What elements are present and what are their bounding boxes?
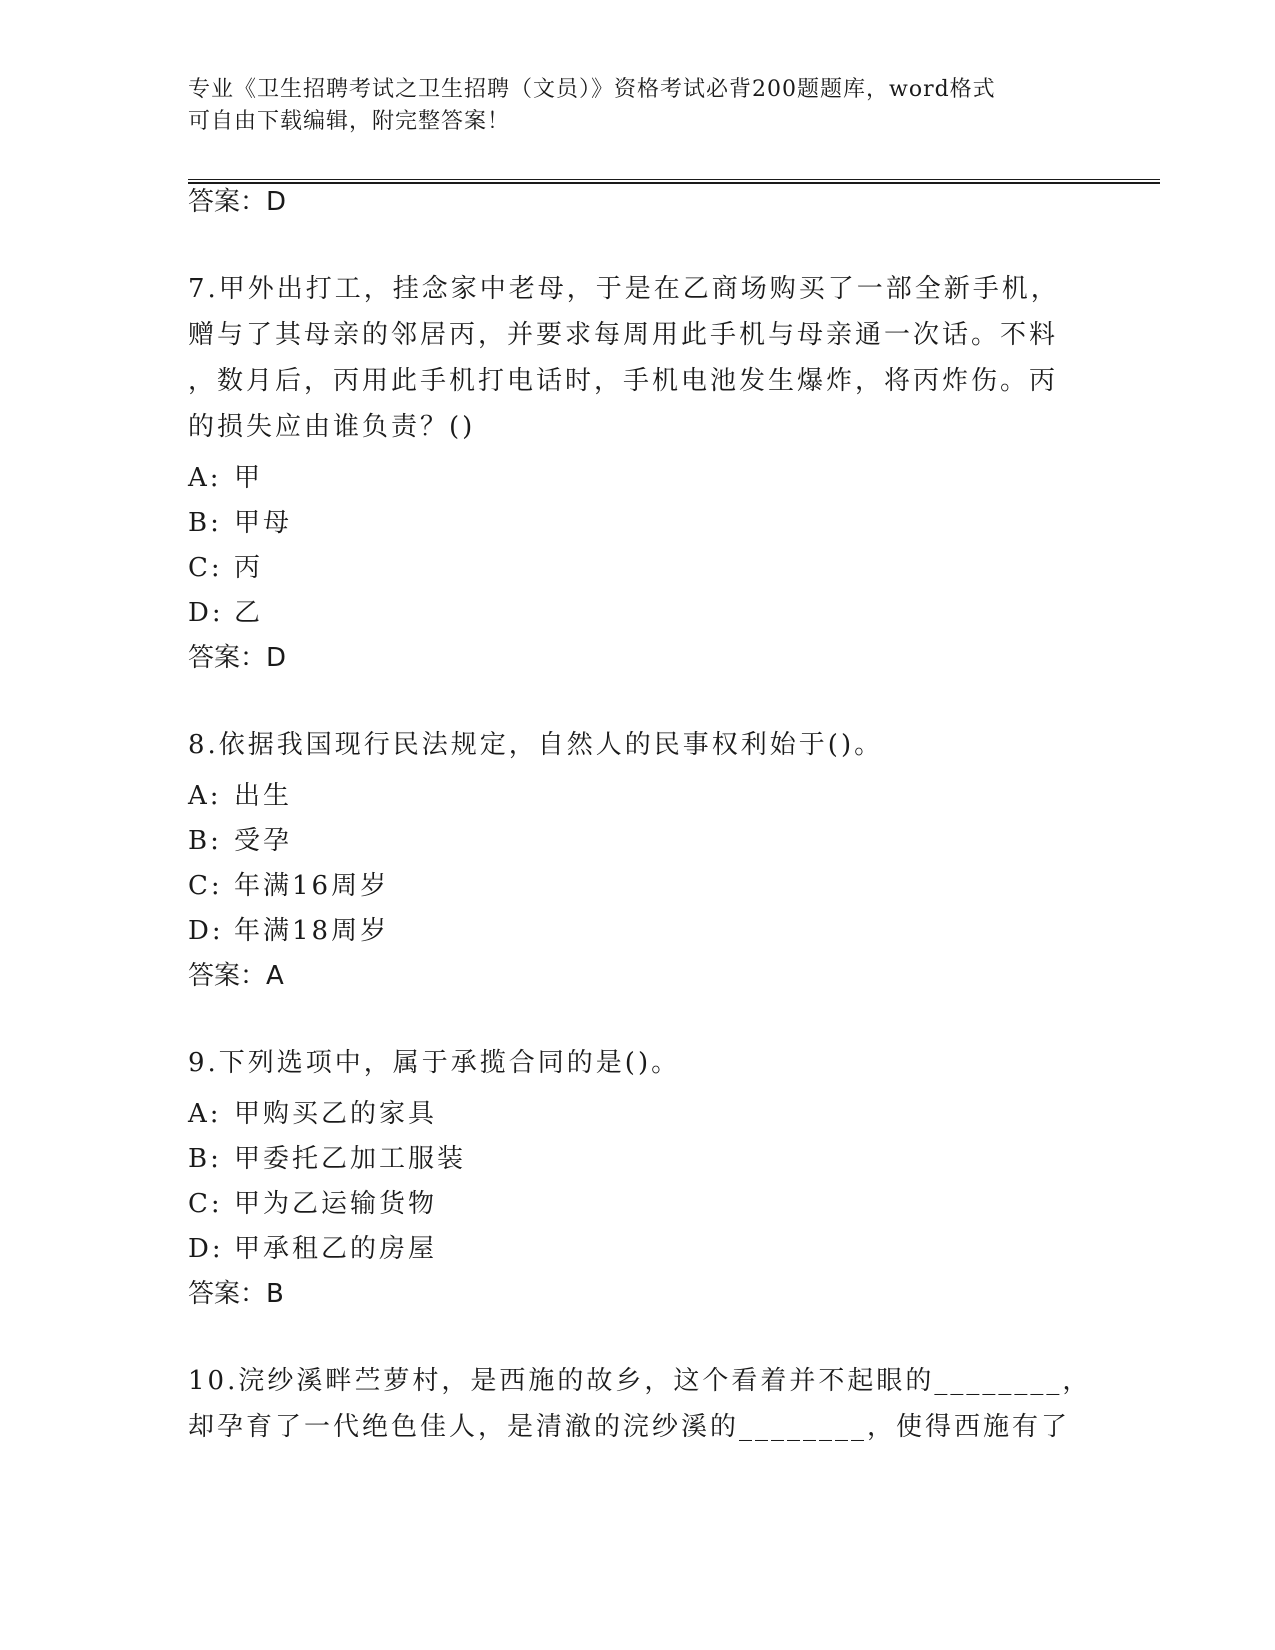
option-letter: C: — [188, 553, 223, 583]
option-text: 甲为乙运输货物 — [234, 1189, 438, 1219]
option-letter: B: — [188, 1144, 222, 1174]
question-7-line-1: 7.甲外出打工，挂念家中老母，于是在乙商场购买了一部全新手机， — [188, 274, 1060, 304]
question-7-option-b — [188, 505, 292, 541]
question-7-option-a — [188, 460, 263, 496]
question-8-option-d — [188, 913, 389, 949]
option-letter: A: — [188, 1099, 222, 1129]
question-7-line-2: 赠与了其母亲的邻居丙，并要求每周用此手机与母亲通一次话。不料 — [188, 320, 1059, 350]
question-10-line-2: 却孕育了一代绝色佳人，是清澈的浣纱溪的________，使得西施有了 — [188, 1412, 1071, 1442]
option-text: 甲 — [234, 463, 264, 493]
question-7-option-d — [188, 595, 263, 631]
question-9-option-a — [188, 1096, 437, 1132]
answer-previous: 答案：D — [188, 187, 287, 217]
option-text: 甲母 — [234, 508, 293, 538]
question-9-option-c — [188, 1186, 437, 1222]
option-letter: A: — [188, 781, 222, 811]
option-letter: D: — [188, 916, 224, 946]
question-7-line-4: 的损失应由谁负责？() — [188, 412, 476, 442]
option-text: 丙 — [234, 553, 264, 583]
option-letter: C: — [188, 871, 223, 901]
option-text: 年满18周岁 — [234, 916, 390, 946]
header-divider-thin — [188, 179, 1160, 180]
question-10-line-1: 10.浣纱溪畔苎萝村，是西施的故乡，这个看着并不起眼的________， — [188, 1366, 1092, 1396]
question-7 — [188, 266, 1068, 450]
option-letter: D: — [188, 598, 224, 628]
question-9-option-b — [188, 1141, 466, 1177]
option-letter: C: — [188, 1189, 223, 1219]
option-text: 甲购买乙的家具 — [234, 1099, 438, 1129]
document-header — [188, 74, 1088, 138]
question-10 — [188, 1358, 1092, 1450]
option-text: 受孕 — [234, 826, 293, 856]
option-letter: A: — [188, 463, 222, 493]
question-8-option-c — [188, 868, 389, 904]
header-divider-thick — [188, 182, 1160, 184]
question-8-option-b — [188, 823, 292, 859]
question-7-option-c — [188, 550, 263, 586]
option-letter: B: — [188, 508, 222, 538]
option-text: 乙 — [234, 598, 264, 628]
question-9 — [188, 1040, 1068, 1086]
option-letter: D: — [188, 1234, 224, 1264]
option-letter: B: — [188, 826, 222, 856]
option-text: 甲委托乙加工服装 — [234, 1144, 467, 1174]
question-8-answer: 答案：A — [188, 961, 284, 991]
option-text: 出生 — [234, 781, 293, 811]
question-8 — [188, 722, 1068, 768]
header-title-line-1: 专业《卫生招聘考试之卫生招聘（文员）》资格考试必背200题题库，word格式 — [188, 77, 996, 102]
question-9-line-1: 9.下列选项中，属于承揽合同的是()。 — [188, 1048, 681, 1078]
question-8-line-1: 8.依据我国现行民法规定，自然人的民事权利始于()。 — [188, 730, 884, 760]
question-7-answer: 答案：D — [188, 643, 287, 673]
question-9-answer: 答案：B — [188, 1279, 284, 1309]
question-8-option-a — [188, 778, 292, 814]
question-7-line-3: ，数月后，丙用此手机打电话时，手机电池发生爆炸，将丙炸伤。丙 — [188, 366, 1059, 396]
header-title-line-2: 可自由下载编辑，附完整答案！ — [188, 109, 511, 134]
option-text: 甲承租乙的房屋 — [234, 1234, 438, 1264]
option-text: 年满16周岁 — [234, 871, 390, 901]
question-9-option-d — [188, 1231, 437, 1267]
